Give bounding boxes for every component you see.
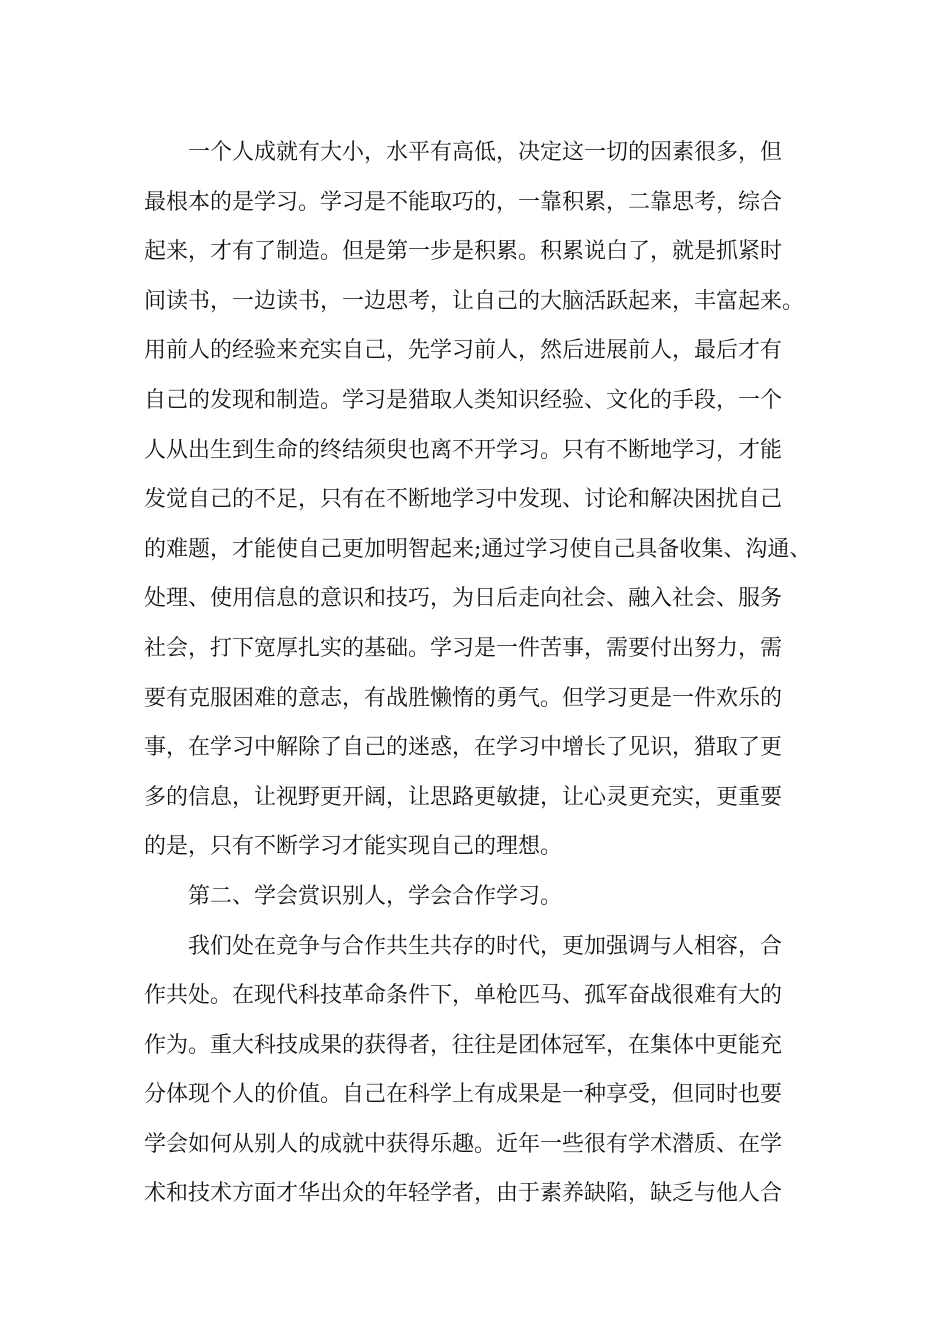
text-line: 一个人成就有大小，水平有高低，决定这一切的因素很多，但 xyxy=(188,140,783,165)
text-line: 用前人的经验来充实自己，先学习前人，然后进展前人，最后才有 xyxy=(144,338,783,364)
document-body xyxy=(144,128,816,1219)
heading-line: 第二、学会赏识别人，学会合作学习。 xyxy=(188,883,563,909)
text-line: 我们处在竞争与合作共生共存的时代，更加强调与人相容，合 xyxy=(188,933,783,959)
text-line: 学会如何从别人的成就中获得乐趣。近年一些很有学术潜质、在学 xyxy=(144,1131,783,1157)
text-line: 间读书，一边读书，一边思考，让自己的大脑活跃起来，丰富起来。 xyxy=(144,288,805,314)
text-line: 处理、使用信息的意识和技巧，为日后走向社会、融入社会、服务 xyxy=(144,586,783,612)
text-line: 作共处。在现代科技革命条件下，单枪匹马、孤军奋战很难有大的 xyxy=(144,983,783,1009)
text-line: 人从出生到生命的终结须臾也离不开学习。只有不断地学习，才能 xyxy=(144,437,783,463)
paragraph-cooperation xyxy=(144,922,816,1220)
text-line: 作为。重大科技成果的获得者，往往是团体冠军，在集体中更能充 xyxy=(144,1032,783,1058)
text-line: 的是，只有不断学习才能实现自己的理想。 xyxy=(144,834,563,860)
text-line: 多的信息，让视野更开阔，让思路更敏捷，让心灵更充实，更重要 xyxy=(144,784,783,810)
paragraph-learning xyxy=(144,128,816,872)
text-line: 术和技术方面才华出众的年轻学者，由于素养缺陷，缺乏与他人合 xyxy=(144,1181,783,1207)
text-line: 起来，才有了制造。但是第一步是积累。积累说白了，就是抓紧时 xyxy=(144,239,783,265)
text-line: 分体现个人的价值。自己在科学上有成果是一种享受，但同时也要 xyxy=(144,1082,783,1108)
text-line: 要有克服困难的意志，有战胜懒惰的勇气。但学习更是一件欢乐的 xyxy=(144,685,783,711)
text-line: 最根本的是学习。学习是不能取巧的，一靠积累，二靠思考，综合 xyxy=(144,189,783,215)
text-line: 事，在学习中解除了自己的迷惑，在学习中增长了见识，猎取了更 xyxy=(144,735,783,761)
section-heading xyxy=(144,872,816,922)
text-line: 社会，打下宽厚扎实的基础。学习是一件苦事，需要付出努力，需 xyxy=(144,635,783,661)
text-line: 的难题，才能使自己更加明智起来;通过学习使自己具备收集、沟通、 xyxy=(144,536,812,562)
text-line: 自己的发现和制造。学习是猎取人类知识经验、文化的手段，一个 xyxy=(144,387,783,413)
text-line: 发觉自己的不足，只有在不断地学习中发现、讨论和解决困扰自己 xyxy=(144,487,783,513)
